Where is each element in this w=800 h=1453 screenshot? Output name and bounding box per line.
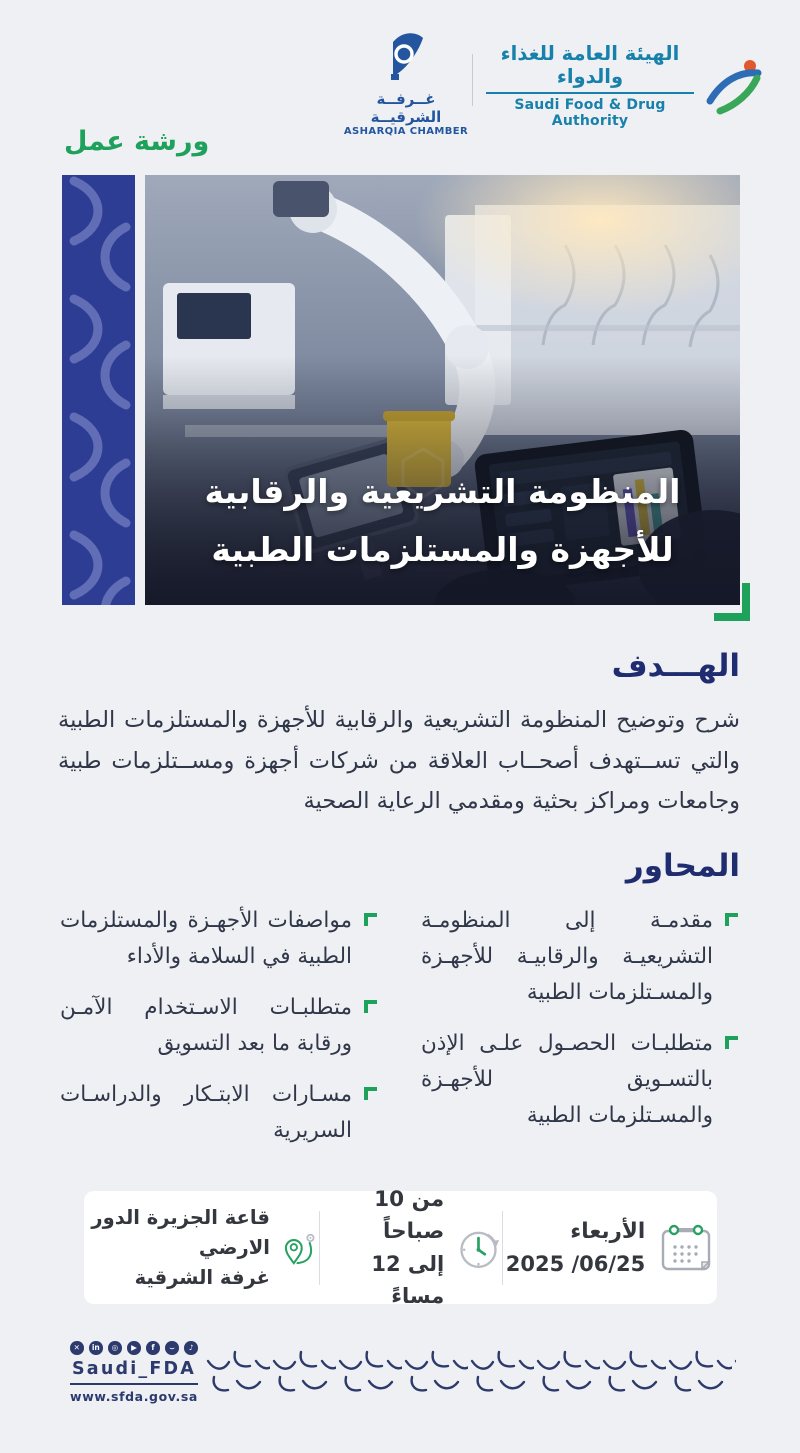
event-details-card <box>84 1186 717 1308</box>
asharqia-sail-icon <box>379 28 433 88</box>
clock-icon <box>457 1222 502 1274</box>
event-time-to: إلى 12 مساءً <box>371 1251 445 1308</box>
social-handle: Saudi_FDA <box>70 1359 198 1385</box>
sfda-name-english: Saudi Food & Drug Authority <box>514 97 666 129</box>
chamber-name-english: ASHARQIA CHAMBER <box>343 126 469 137</box>
location-pin-icon <box>283 1219 319 1277</box>
card-divider <box>502 1211 503 1285</box>
sfda-figure-icon <box>704 55 768 117</box>
website-url: www.sfda.gov.sa <box>70 1388 198 1404</box>
date-group <box>503 1216 717 1280</box>
topic-item <box>60 1077 379 1149</box>
chamber-name-arabic: غــرفــة الشرقيــة <box>370 90 442 126</box>
card-divider <box>319 1211 320 1285</box>
axes-heading: المحاور <box>625 848 740 884</box>
footer-squiggle-pattern <box>204 1345 736 1399</box>
calendar-icon <box>658 1221 714 1275</box>
bullet-bracket-icon <box>364 1087 377 1100</box>
goal-heading: الهـــدف <box>611 648 740 684</box>
linkedin-icon: in <box>89 1341 103 1355</box>
instagram-icon: ◎ <box>108 1341 122 1355</box>
workshop-badge: ورشة عمل <box>64 126 210 157</box>
sfda-name-arabic: الهيئة العامة للغذاء والدواء <box>486 42 694 94</box>
snapchat-icon: ⌣ <box>165 1341 179 1355</box>
axes-column-right <box>421 903 740 1164</box>
topic-text: متطلبـات الحصـول علـى الإذن بالتسـويق للأجهـزة والمسـتلزمات الطبية <box>421 1031 713 1128</box>
event-venue-place: غرفة الشرقية <box>134 1265 270 1289</box>
tiktok-icon: ♪ <box>184 1341 198 1355</box>
strip-squiggle-pattern <box>62 175 135 605</box>
topic-text: مقدمـة إلى المنظومـة التشريعيـة والرقابيـة للأجهـزة والمسـتلزمات الطبية <box>421 908 713 1005</box>
event-weekday: الأربعاء <box>570 1218 646 1244</box>
topic-text: مواصفات الأجهـزة والمستلزمات الطبية في السلامة والأداء <box>60 908 352 969</box>
topic-item <box>60 990 379 1062</box>
facebook-icon: f <box>146 1341 160 1355</box>
hero-side-strip <box>62 175 135 605</box>
bullet-bracket-icon <box>364 1000 377 1013</box>
topic-item <box>421 903 740 1011</box>
youtube-icon: ▶ <box>127 1341 141 1355</box>
x-icon: ✕ <box>70 1341 84 1355</box>
topic-text: مسـارات الابتـكار والدراسـات السريرية <box>60 1082 352 1143</box>
hero-title <box>155 463 730 579</box>
hero-section <box>62 175 740 605</box>
topic-item <box>421 1026 740 1134</box>
goal-text: شرح وتوضيح المنظومة التشريعية والرقابية للأجهزة والمستلزمات الطبية والتي تســتهدف أصحــاب العلاقة من شركات أجهزة ومســتلزمات طبية وجامعات ومراكز بحثية ومقدمي الرعاية الصحية <box>58 707 740 814</box>
bullet-bracket-icon <box>364 913 377 926</box>
topic-text: متطلبـات الاسـتخدام الآمـن ورقابة ما بعد التسويق <box>60 995 352 1056</box>
green-corner-bracket <box>714 583 750 621</box>
event-venue-hall: قاعة الجزيرة الدور الارضي <box>91 1205 270 1259</box>
axes-column-left <box>60 903 379 1164</box>
squiggle-pattern-svg <box>204 1345 736 1399</box>
sfda-logo <box>486 42 768 129</box>
time-group <box>320 1184 502 1312</box>
axes-columns <box>60 903 740 1164</box>
bullet-bracket-icon <box>725 913 738 926</box>
bullet-bracket-icon <box>725 1036 738 1049</box>
footer-social-block <box>70 1341 198 1404</box>
asharqia-chamber-logo <box>342 28 470 137</box>
header-divider <box>472 54 473 106</box>
hero-title-line1: المنظومة التشريعية والرقابية <box>204 472 681 511</box>
topic-item <box>60 903 379 975</box>
venue-group <box>85 1203 319 1293</box>
event-date: 2025 /06/25 <box>505 1251 646 1276</box>
event-time-from: من 10 صباحاً <box>374 1186 445 1244</box>
hero-title-line2: للأجهزة والمستلزمات الطبية <box>211 530 674 569</box>
social-icons-row <box>70 1341 198 1355</box>
